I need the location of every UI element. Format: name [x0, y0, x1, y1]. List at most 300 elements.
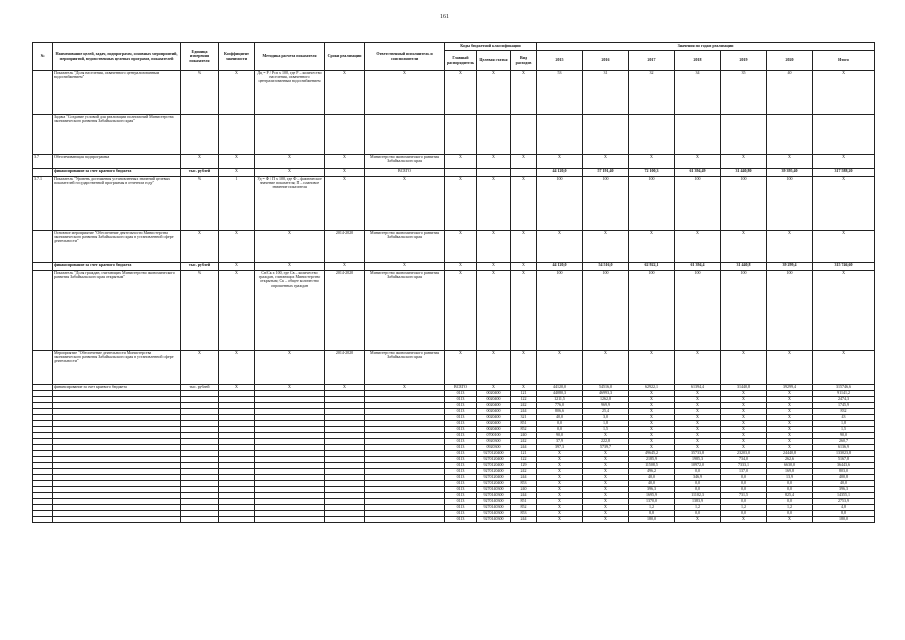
cell-year-value: X: [583, 469, 629, 475]
cell-period: 2014-2020: [325, 351, 365, 385]
cell-coef: 1: [219, 177, 255, 231]
cell-period: X: [325, 385, 365, 391]
cell-year-value: X: [629, 409, 675, 415]
cell-year-value: X: [629, 415, 675, 421]
cell-period: 2014-2020: [325, 271, 365, 351]
cell-exec: Министерство экономического развития Забайкальского края: [365, 271, 445, 351]
cell-year-value: X: [721, 517, 767, 523]
cell-year-value: X: [767, 427, 813, 433]
col-codes-group: Коды бюджетной классификации: [445, 43, 537, 51]
cell-c3: 244: [511, 517, 537, 523]
cell-coef: X: [219, 263, 255, 271]
cell-year-value: 31: [583, 71, 629, 115]
table-row: [33, 115, 875, 155]
cell-c1: 0113: [445, 511, 477, 517]
cell-unit: %: [181, 71, 219, 115]
table-body: [33, 71, 875, 523]
cell-c2: 9270140300: [477, 511, 511, 517]
cell-coef: X: [219, 155, 255, 169]
cell-year-value: 1,2: [721, 505, 767, 511]
cell-year-value: X: [629, 427, 675, 433]
cell-year-value: X: [537, 505, 583, 511]
cell-period: [325, 115, 365, 155]
cell-c1: 0113: [445, 403, 477, 409]
cell-year-value: X: [721, 415, 767, 421]
col-year-6: 2020: [767, 51, 813, 71]
cell-method: X: [255, 169, 325, 177]
cell-year-value: 0,0: [721, 499, 767, 505]
cell-year-value: 13,9: [767, 475, 813, 481]
cell-method: X: [255, 351, 325, 385]
cell-year-value: X: [537, 155, 583, 169]
cell-year-value: X: [629, 351, 675, 385]
cell-year-value: 40: [767, 71, 813, 115]
cell-year-value: 262,6: [767, 457, 813, 463]
cell-name: финансирование за счет краевого бюджета: [53, 263, 181, 271]
cell-method: Дц = Р / Рсп х 100, где Р – количество населения, охваченного централизованным водоснабжением: [255, 71, 325, 115]
cell-c1: [445, 169, 477, 177]
cell-year-value: 2185,9: [629, 457, 675, 463]
cell-year-value: X: [721, 397, 767, 403]
cell-c2: 9270120400: [477, 481, 511, 487]
cell-year-value: 35733,8: [675, 451, 721, 457]
cell-unit: [181, 115, 219, 155]
cell-total: 832: [813, 409, 875, 415]
cell-total: 260,7: [813, 439, 875, 445]
cell-c1: 0113: [445, 427, 477, 433]
cell-unit: тыс. рублей: [181, 263, 219, 271]
cell-name: Показатель "Уровень достижения установленных значений целевых показателей государственной программы в отчетном году": [53, 177, 181, 231]
cell-year-value: 0,0: [675, 469, 721, 475]
cell-year-value: 0,0: [767, 499, 813, 505]
cell-year-value: 1370,0: [629, 499, 675, 505]
cell-total: 315 746,60: [813, 263, 875, 271]
cell-year-value: X: [767, 439, 813, 445]
cell-c1: 0113: [445, 499, 477, 505]
cell-c1: [445, 115, 477, 155]
cell-year-value: 44 120,0: [537, 263, 583, 271]
cell-year-value: X: [583, 493, 629, 499]
cell-c1: 0113: [445, 475, 477, 481]
cell-year-value: 39 395,40: [767, 169, 813, 177]
cell-num: [33, 115, 53, 155]
cell-year-value: X: [721, 351, 767, 385]
cell-c2: 0020400: [477, 427, 511, 433]
cell-period: X: [325, 177, 365, 231]
cell-year-value: 11102,3: [675, 493, 721, 499]
cell-c3: X: [511, 351, 537, 385]
cell-name: Показатель "Доля граждан, считающих Министерство экономического развития Забайкальского края открытым": [53, 271, 181, 351]
cell-c1: 0113: [445, 397, 477, 403]
cell-method: X: [255, 263, 325, 271]
cell-year-value: 62922,1: [629, 385, 675, 391]
cell-c2: 9270140300: [477, 493, 511, 499]
cell-year-value: 0,0: [537, 427, 583, 433]
cell-c3: X: [511, 155, 537, 169]
cell-c1: 0113: [445, 457, 477, 463]
cell-c3: X: [511, 271, 537, 351]
table-header: [33, 43, 875, 71]
cell-period: X: [325, 263, 365, 271]
cell-year-value: 37,9: [537, 439, 583, 445]
cell-c1: X: [445, 71, 477, 115]
cell-c2: 9270120400: [477, 463, 511, 469]
cell-year-value: X: [675, 445, 721, 451]
cell-name: [53, 517, 181, 523]
cell-name: Обеспечивающая подпрограмма: [53, 155, 181, 169]
cell-c2: 9270140300: [477, 499, 511, 505]
cell-year-value: X: [767, 409, 813, 415]
cell-total: 91141,2: [813, 391, 875, 397]
col-code-expense: Вид расходов: [511, 51, 537, 71]
col-year-3: 2017: [629, 51, 675, 71]
cell-year-value: X: [675, 433, 721, 439]
cell-c2: 0020400: [477, 415, 511, 421]
cell-year-value: X: [583, 499, 629, 505]
table-row: [33, 177, 875, 231]
cell-c3: 240: [511, 487, 537, 493]
cell-year-value: X: [537, 499, 583, 505]
cell-c2: 9270140300: [477, 517, 511, 523]
cell-coef: [219, 115, 255, 155]
col-coef: Коэффициент значимости: [219, 43, 255, 71]
cell-total: 133023,8: [813, 451, 875, 457]
cell-unit: %: [181, 177, 219, 231]
cell-c1: ВСЕГО: [445, 385, 477, 391]
cell-year-value: X: [721, 409, 767, 415]
cell-c2: 0700100: [477, 433, 511, 439]
cell-year-value: 8,8: [629, 511, 675, 517]
cell-unit: тыс. рублей: [181, 385, 219, 391]
cell-exec: X: [365, 263, 445, 271]
col-period: Сроки реализации: [325, 43, 365, 71]
cell-c2: X: [477, 385, 511, 391]
cell-c2: 9270120400: [477, 451, 511, 457]
cell-year-value: 6630,0: [767, 463, 813, 469]
page-number: 161: [440, 14, 449, 20]
col-year-1: 2015: [537, 51, 583, 71]
cell-year-value: X: [583, 475, 629, 481]
col-values-group: Значения по годам реализации: [537, 43, 875, 51]
cell-total: X: [813, 231, 875, 263]
cell-c1: 0113: [445, 469, 477, 475]
cell-exec: X: [365, 71, 445, 115]
cell-year-value: X: [583, 433, 629, 439]
cell-method: X: [255, 385, 325, 391]
cell-year-value: 100: [675, 177, 721, 231]
cell-year-value: 100: [537, 177, 583, 231]
col-num: №: [33, 43, 53, 71]
cell-name: Показатель "Доля населения, охваченного централизованным водоснабжением": [53, 71, 181, 115]
cell-year-value: X: [629, 155, 675, 169]
cell-year-value: 1,2: [629, 505, 675, 511]
cell-year-value: 1262,8: [583, 397, 629, 403]
cell-total: 180,0: [813, 517, 875, 523]
cell-year-value: 0,0: [767, 511, 813, 517]
cell-c2: 9270140300: [477, 487, 511, 493]
cell-num: 3.7.1: [33, 177, 53, 231]
cell-name: Мероприятие "Обеспечение деятельности Министерства экономического развития Забайкальского края в установленной сфере деятельности": [53, 351, 181, 385]
cell-c2: 0020400: [477, 409, 511, 415]
cell-year-value: 57 191,40: [583, 169, 629, 177]
cell-year-value: X: [675, 517, 721, 523]
cell-unit: тыс. рублей: [181, 169, 219, 177]
cell-exec: [365, 115, 445, 155]
cell-coef: X: [219, 271, 255, 351]
cell-year-value: X: [583, 505, 629, 511]
cell-c2: 9270120400: [477, 457, 511, 463]
cell-year-value: 35: [721, 71, 767, 115]
cell-c3: 852: [511, 427, 537, 433]
cell-year-value: X: [537, 457, 583, 463]
cell-total: 14355,1: [813, 493, 875, 499]
cell-year-value: 100: [721, 177, 767, 231]
cell-total: X: [813, 177, 875, 231]
cell-year-value: X: [583, 481, 629, 487]
cell-total: 396,3: [813, 487, 875, 493]
table-row: [33, 155, 875, 169]
cell-year-value: X: [629, 421, 675, 427]
cell-coef: X: [219, 351, 255, 385]
cell-year-value: 46993,3: [583, 391, 629, 397]
cell-year-value: X: [675, 415, 721, 421]
cell-c2: [477, 169, 511, 177]
col-exec: Ответственный исполнитель и соисполнители: [365, 43, 445, 71]
cell-period: X: [325, 71, 365, 115]
cell-num: 3.7: [33, 155, 53, 169]
table-row: [33, 271, 875, 351]
cell-year-value: X: [721, 403, 767, 409]
cell-c3: 851: [511, 499, 537, 505]
cell-year-value: X: [583, 463, 629, 469]
cell-c1: 0113: [445, 409, 477, 415]
cell-year-value: 34: [675, 71, 721, 115]
cell-c1: 0113: [445, 517, 477, 523]
table-row: [33, 263, 875, 271]
cell-total: 1,8: [813, 421, 875, 427]
cell-c3: X: [511, 177, 537, 231]
cell-c1: 0113: [445, 451, 477, 457]
cell-c2: X: [477, 263, 511, 271]
cell-unit: [181, 517, 219, 523]
cell-c1: 0113: [445, 445, 477, 451]
cell-year-value: X: [767, 421, 813, 427]
cell-year-value: 396,3: [629, 487, 675, 493]
cell-year-value: 40,0: [629, 475, 675, 481]
cell-total: 803,0: [813, 469, 875, 475]
cell-year-value: X: [767, 403, 813, 409]
cell-year-value: 0,0: [767, 481, 813, 487]
cell-year-value: [675, 115, 721, 155]
cell-c3: 122: [511, 397, 537, 403]
cell-year-value: 54516,0: [583, 385, 629, 391]
cell-exec: Министерство экономического развития Забайкальского края: [365, 231, 445, 263]
cell-year-value: 39 299,4: [767, 263, 813, 271]
cell-year-value: 1,8: [583, 421, 629, 427]
cell-c3: X: [511, 231, 537, 263]
cell-year-value: 806,6: [537, 409, 583, 415]
cell-year-value: 39299,4: [767, 385, 813, 391]
cell-year-value: [721, 115, 767, 155]
cell-year-value: X: [675, 403, 721, 409]
cell-c3: 852: [511, 505, 537, 511]
cell-year-value: X: [629, 231, 675, 263]
cell-exec: Министерство экономического развития Забайкальского края: [365, 155, 445, 169]
cell-year-value: 61394,4: [675, 385, 721, 391]
cell-year-value: X: [767, 433, 813, 439]
cell-name: финансирование за счет краевого бюджета: [53, 385, 181, 391]
cell-year-value: 32: [629, 71, 675, 115]
cell-c2: 9270140300: [477, 505, 511, 511]
cell-total: 6136,9: [813, 445, 875, 451]
cell-year-value: X: [537, 475, 583, 481]
cell-year-value: 7333,1: [721, 463, 767, 469]
cell-c2: X: [477, 177, 511, 231]
cell-total: 90,0: [813, 433, 875, 439]
cell-year-value: X: [675, 231, 721, 263]
cell-name: финансирование за счет краевого бюджета: [53, 169, 181, 177]
cell-year-value: X: [583, 487, 629, 493]
cell-unit: X: [181, 351, 219, 385]
cell-num: [33, 71, 53, 115]
cell-year-value: X: [583, 451, 629, 457]
cell-c3: 244: [511, 475, 537, 481]
cell-c1: 0113: [445, 481, 477, 487]
cell-unit: X: [181, 155, 219, 169]
cell-year-value: 100: [629, 177, 675, 231]
cell-year-value: X: [767, 517, 813, 523]
cell-year-value: 40,0: [537, 415, 583, 421]
cell-total: 40,0: [813, 481, 875, 487]
cell-c1: 0113: [445, 463, 477, 469]
cell-method: X: [255, 231, 325, 263]
cell-year-value: 40,0: [629, 481, 675, 487]
col-code-target: Целевая статья: [477, 51, 511, 71]
cell-year-value: 776,0: [537, 403, 583, 409]
cell-num: [33, 271, 53, 351]
cell-year-value: 72 100,3: [629, 169, 675, 177]
cell-year-value: X: [675, 421, 721, 427]
cell-year-value: X: [675, 397, 721, 403]
cell-c1: 0113: [445, 421, 477, 427]
cell-year-value: 54 516,0: [583, 263, 629, 271]
cell-exec: Министерство экономического развития Забайкальского края: [365, 351, 445, 385]
cell-year-value: X: [675, 351, 721, 385]
cell-year-value: [537, 115, 583, 155]
cell-year-value: 346,9: [675, 475, 721, 481]
cell-c2: X: [477, 155, 511, 169]
cell-name: Основное мероприятие "Обеспечение деятельности Министерства экономического развития Забайкальского края в установленной сфере деятельности": [53, 231, 181, 263]
cell-method: [255, 115, 325, 155]
cell-year-value: X: [721, 427, 767, 433]
cell-c3: 853: [511, 511, 537, 517]
cell-c3: 244: [511, 445, 537, 451]
cell-year-value: X: [583, 155, 629, 169]
cell-year-value: X: [537, 493, 583, 499]
cell-year-value: 1695,9: [629, 493, 675, 499]
cell-exec: X: [365, 177, 445, 231]
cell-year-value: X: [537, 481, 583, 487]
cell-year-value: 1,2: [675, 505, 721, 511]
cell-c2: 0020400: [477, 403, 511, 409]
cell-c1: 0113: [445, 415, 477, 421]
table-row: [33, 351, 875, 385]
cell-year-value: X: [721, 391, 767, 397]
cell-year-value: X: [767, 351, 813, 385]
cell-c2: 0920300: [477, 445, 511, 451]
cell-year-value: X: [675, 155, 721, 169]
cell-c1: X: [445, 351, 477, 385]
cell-period: X: [325, 155, 365, 169]
cell-year-value: [629, 115, 675, 155]
cell-c3: X: [511, 71, 537, 115]
cell-year-value: 180,0: [629, 517, 675, 523]
cell-year-value: X: [583, 457, 629, 463]
cell-year-value: X: [537, 351, 583, 385]
cell-year-value: X: [537, 517, 583, 523]
cell-year-value: X: [583, 517, 629, 523]
cell-c2: 0020400: [477, 421, 511, 427]
cell-c1: X: [445, 231, 477, 263]
cell-year-value: X: [675, 439, 721, 445]
col-total: Итого: [813, 51, 875, 71]
cell-year-value: 1211,5: [537, 397, 583, 403]
cell-year-value: X: [767, 397, 813, 403]
cell-method: X: [255, 155, 325, 169]
cell-c2: 0920300: [477, 439, 511, 445]
cell-year-value: 1,2: [767, 505, 813, 511]
cell-year-value: 0,0: [675, 511, 721, 517]
cell-c2: X: [477, 351, 511, 385]
cell-c1: 0113: [445, 487, 477, 493]
cell-year-value: X: [675, 409, 721, 415]
cell-unit: X: [181, 231, 219, 263]
cell-year-value: 3,0: [583, 415, 629, 421]
cell-total: 317 588,20: [813, 169, 875, 177]
cell-year-value: 731,5: [721, 493, 767, 499]
cell-year-value: X: [721, 155, 767, 169]
cell-year-value: X: [721, 439, 767, 445]
cell-method: Св/Ск х 100, где Св – количество граждан, считающих Министерство открытым; Ск – общее количество опрошенных граждан: [255, 271, 325, 351]
cell-year-value: 90,0: [537, 433, 583, 439]
cell-year-value: 25,4: [583, 409, 629, 415]
cell-total: X: [813, 271, 875, 351]
cell-method: Уд = Ф / П х 100, где Ф – фактическое значение показателя; П – плановое значение показателя: [255, 177, 325, 231]
cell-unit: %: [181, 271, 219, 351]
cell-c3: 121: [511, 451, 537, 457]
cell-year-value: X: [537, 231, 583, 263]
cell-year-value: X: [629, 445, 675, 451]
cell-total: 4,8: [813, 505, 875, 511]
cell-year-value: X: [629, 397, 675, 403]
cell-total: 2474,3: [813, 397, 875, 403]
cell-year-value: X: [629, 391, 675, 397]
cell-year-value: 24440,8: [767, 451, 813, 457]
cell-total: 43: [813, 415, 875, 421]
cell-coef: X: [219, 385, 255, 391]
cell-year-value: 0,0: [675, 481, 721, 487]
cell-year-value: X: [767, 415, 813, 421]
cell-num: [33, 231, 53, 263]
cell-c2: [477, 115, 511, 155]
cell-total: 2753,9: [813, 499, 875, 505]
table-row: [33, 169, 875, 177]
cell-c1: 0113: [445, 433, 477, 439]
cell-year-value: 969,9: [583, 403, 629, 409]
cell-c2: X: [477, 71, 511, 115]
cell-period: [325, 517, 365, 523]
cell-c3: 242: [511, 403, 537, 409]
